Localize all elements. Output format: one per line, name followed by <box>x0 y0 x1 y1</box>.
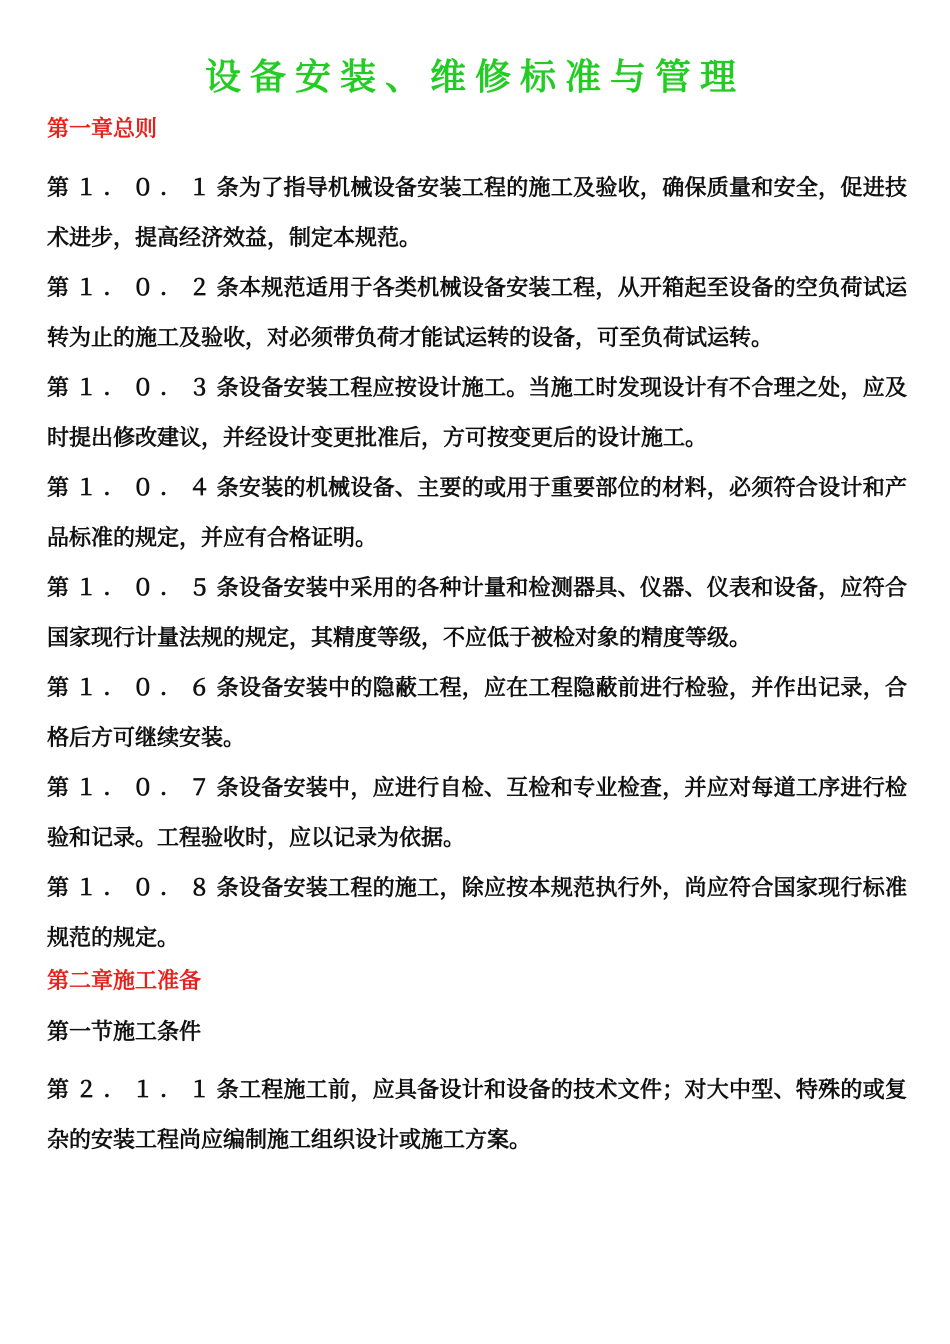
article-number: 第１．０．４ <box>47 475 217 501</box>
chapter-2-heading: 第二章施工准备 <box>47 969 202 994</box>
article-number: 第１．０．６ <box>47 675 217 701</box>
document-title: 设备安装、维修标准与管理 <box>204 57 745 98</box>
article-number: 第１．０．２ <box>47 275 217 301</box>
article-paragraph <box>47 463 907 563</box>
article-number: 第１．０．３ <box>47 375 217 401</box>
article-number: 第１．０．１ <box>47 175 217 201</box>
article-paragraph <box>47 563 907 663</box>
article-paragraph <box>47 1065 907 1165</box>
article-text: 条设备安装中采用的各种计量和检测器具、仪器、仪表和设备，应符合国家现行计量法规的规定，其精度等级，不应低于被检对象的精度等级。 <box>47 575 907 651</box>
article-number: 第２．１．１ <box>47 1077 217 1103</box>
article-text: 条设备安装中的隐蔽工程，应在工程隐蔽前进行检验，并作出记录，合格后方可继续安装。 <box>47 675 907 751</box>
article-paragraph <box>47 263 907 363</box>
article-number: 第１．０．８ <box>47 875 217 901</box>
article-text: 条安装的机械设备、主要的或用于重要部位的材料，必须符合设计和产品标准的规定，并应有合格证明。 <box>47 475 907 551</box>
article-text: 条设备安装工程的施工，除应按本规范执行外，尚应符合国家现行标准规范的规定。 <box>47 875 907 951</box>
section-1-heading: 第一节施工条件 <box>47 1019 202 1045</box>
article-text: 条设备安装中，应进行自检、互检和专业检查，并应对每道工序进行检验和记录。工程验收时，应以记录为依据。 <box>47 775 907 851</box>
article-paragraph <box>47 863 907 963</box>
document-body <box>47 113 907 1165</box>
article-text: 条本规范适用于各类机械设备安装工程，从开箱起至设备的空负荷试运转为止的施工及验收，对必须带负荷才能试运转的设备，可至负荷试运转。 <box>47 275 907 351</box>
article-paragraph <box>47 163 907 263</box>
chapter-1-heading: 第一章总则 <box>47 117 158 142</box>
section-1-articles <box>47 1065 907 1165</box>
article-text: 条设备安装工程应按设计施工。当施工时发现设计有不合理之处，应及时提出修改建议，并经设计变更批准后，方可按变更后的设计施工。 <box>47 375 907 451</box>
article-paragraph <box>47 763 907 863</box>
article-paragraph <box>47 663 907 763</box>
article-number: 第１．０．７ <box>47 775 217 801</box>
article-text: 条为了指导机械设备安装工程的施工及验收，确保质量和安全，促进技术进步，提高经济效益，制定本规范。 <box>47 175 907 251</box>
article-paragraph <box>47 363 907 463</box>
article-text: 条工程施工前，应具备设计和设备的技术文件；对大中型、特殊的或复杂的安装工程尚应编制施工组织设计或施工方案。 <box>47 1077 907 1153</box>
chapter-1-articles <box>47 163 907 963</box>
article-number: 第１．０．５ <box>47 575 217 601</box>
